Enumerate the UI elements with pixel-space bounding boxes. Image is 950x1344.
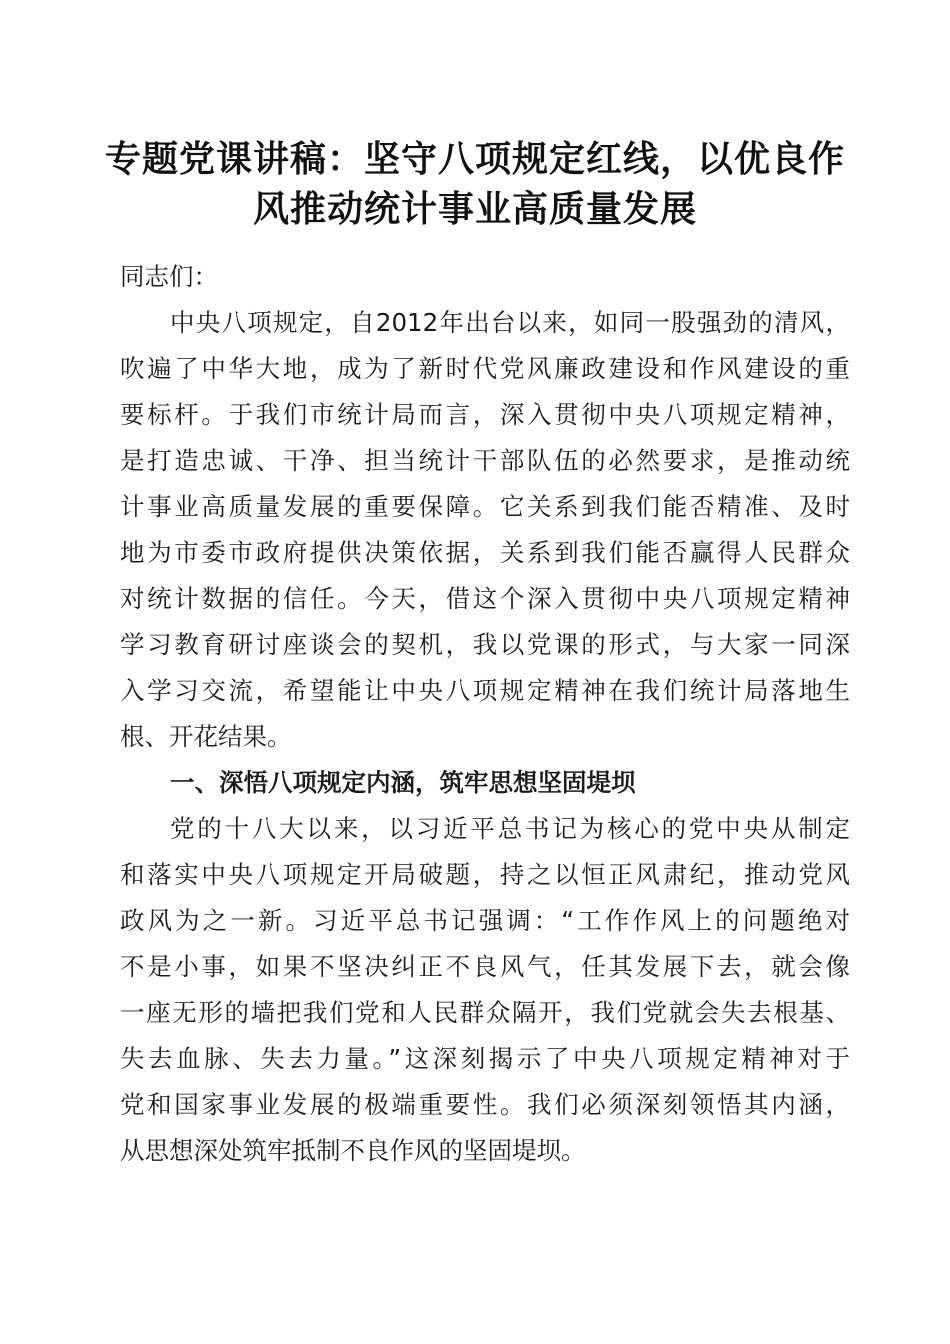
paragraph-1-line: 地为市委市政府提供决策依据，关系到我们能否赢得人民群众 <box>120 538 850 567</box>
paragraph-1-line: 根、开花结果。 <box>120 722 292 751</box>
paragraph-1-line: 对统计数据的信任。今天，借这个深入贯彻中央八项规定精神 <box>120 584 850 613</box>
document-body <box>120 254 850 1174</box>
paragraph-2-line: 不是小事，如果不坚决纠正不良风气，任其发展下去，就会像 <box>120 952 850 981</box>
paragraph-2-line: 政风为之一新。习近平总书记强调：“工作作风上的问题绝对 <box>120 906 850 935</box>
paragraph-1-line: 计事业高质量发展的重要保障。它关系到我们能否精准、及时 <box>120 492 850 521</box>
paragraph-1-line: 要标杆。于我们市统计局而言，深入贯彻中央八项规定精神， <box>120 400 850 429</box>
paragraph-2-line: 和落实中央八项规定开局破题，持之以恒正风肃纪，推动党风 <box>120 860 850 889</box>
paragraph-1-line: 入学习交流，希望能让中央八项规定精神在我们统计局落地生 <box>120 676 850 705</box>
paragraph-1-line: 是打造忠诚、干净、担当统计干部队伍的必然要求，是推动统 <box>120 446 850 475</box>
paragraph-2-line: 一座无形的墙把我们党和人民群众隔开，我们党就会失去根基、 <box>120 998 850 1027</box>
document-title <box>100 134 850 234</box>
paragraph-1-line: 学习教育研讨座谈会的契机，我以党课的形式，与大家一同深 <box>120 630 850 659</box>
paragraph-1-line: 吹遍了中华大地，成为了新时代党风廉政建设和作风建设的重 <box>120 354 850 383</box>
paragraph-2-line: 党和国家事业发展的极端重要性。我们必须深刻领悟其内涵， <box>120 1090 850 1119</box>
title-line-2: 风推动统计事业高质量发展 <box>252 188 697 230</box>
paragraph-2-line: 从思想深处筑牢抵制不良作风的坚固堤坝。 <box>120 1136 586 1165</box>
salutation: 同志们： <box>120 262 218 291</box>
paragraph-2-line: 失去血脉、失去力量。”这深刻揭示了中央八项规定精神对于 <box>120 1044 850 1073</box>
paragraph-1-line: 中央八项规定，自2012年出台以来，如同一股强劲的清风， <box>170 308 850 337</box>
title-line-1: 专题党课讲稿：坚守八项规定红线，以优良作 <box>104 138 845 180</box>
section-1-heading: 一、深悟八项规定内涵，筑牢思想坚固堤坝 <box>170 768 636 797</box>
paragraph-2-line: 党的十八大以来，以习近平总书记为核心的党中央从制定 <box>170 814 850 843</box>
